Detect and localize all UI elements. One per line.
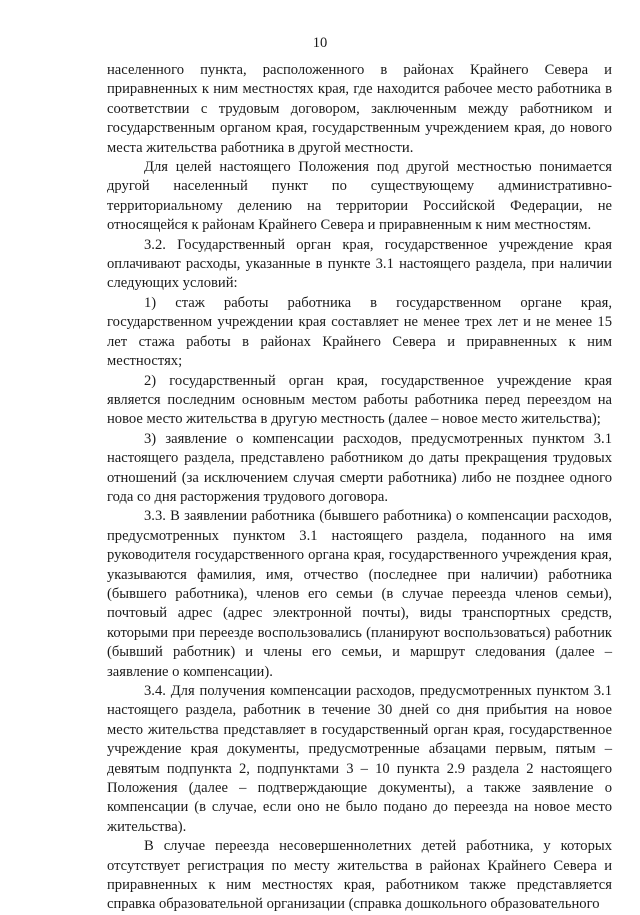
paragraph-other-locality-definition: Для целей настоящего Положения под другой местностью понимается другой населенный пункт по существующему административно-территориальному делению на территории Российской Федерации, не относящейся к районам Крайнего Севера и приравненным к ним местностям.: [107, 159, 612, 234]
paragraph-condition-3: 3) заявление о компенсации расходов, предусмотренных пунктом 3.1 настоящего раздела, представлено работником до даты прекращения трудовых отношений (за исключением случая смерти работника) либо не позднее одного года со дня расторжения трудового договора.: [107, 430, 612, 505]
page-number: 10: [312, 35, 328, 51]
paragraph-3-4: 3.4. Для получения компенсации расходов, предусмотренных пунктом 3.1 настоящего раздела, работник в течение 30 дней со дня прибытия на новое место жительства представляет в государственный орган края, государственное учреждение края документы, предусмотренные абзацами первым, пятым – девятым подпункта 2, подпунктами 3 – 10 пункта 2.9 раздела 2 настоящего Положения (далее – подтверждающие документы), а также заявление о компенсации (в случае, если оно не было подано до переезда на новое место жительства).: [107, 683, 612, 835]
document-body: [107, 61, 612, 915]
paragraph-condition-1: 1) стаж работы работника в государственном органе края, государственном учреждении края составляет не менее трех лет и не менее 15 лет стажа работы в районах Крайнего Севера и приравненных к ним местностях;: [107, 294, 612, 370]
paragraph-condition-2: 2) государственный орган края, государственное учреждение края является последним основным местом работы работника перед переездом на новое место жительства в другую местность (далее – новое место жительства);: [107, 372, 612, 428]
paragraph-continuation: населенного пункта, расположенного в районах Крайнего Севера и приравненных к ним местностях края, где находится рабочее место работника в соответствии с трудовым договором, заключенным между работником и государственным органом края, государственным учреждением края, до нового места жительства работника в другой местности.: [107, 62, 612, 156]
paragraph-minor-children: В случае переезда несовершеннолетних детей работника, у которых отсутствует регистрация по месту жительства в районах Крайнего Севера и приравненных к ним местностях края, работником также представляется справка образовательной организации (справка дошкольного образовательного: [107, 838, 612, 913]
paragraph-3-2: 3.2. Государственный орган края, государственное учреждение края оплачивают расходы, указанные в пункте 3.1 настоящего раздела, при наличии следующих условий:: [107, 236, 612, 292]
paragraph-3-3: 3.3. В заявлении работника (бывшего работника) о компенсации расходов, предусмотренных пунктом 3.1 настоящего раздела, поданного на имя руководителя государственного органа края, государственного учреждения края, указываются фамилия, имя, отчество (последнее при наличии) работника (бывшего работника), членов его семьи (в случае переезда членов семьи), почтовый адрес (адрес электронной почты), виды транспортных средств, которыми при переезде воспользовались (планируют воспользоваться) работник (бывший работник) и члены его семьи, и маршрут следования (далее – заявление о компенсации).: [107, 508, 612, 680]
